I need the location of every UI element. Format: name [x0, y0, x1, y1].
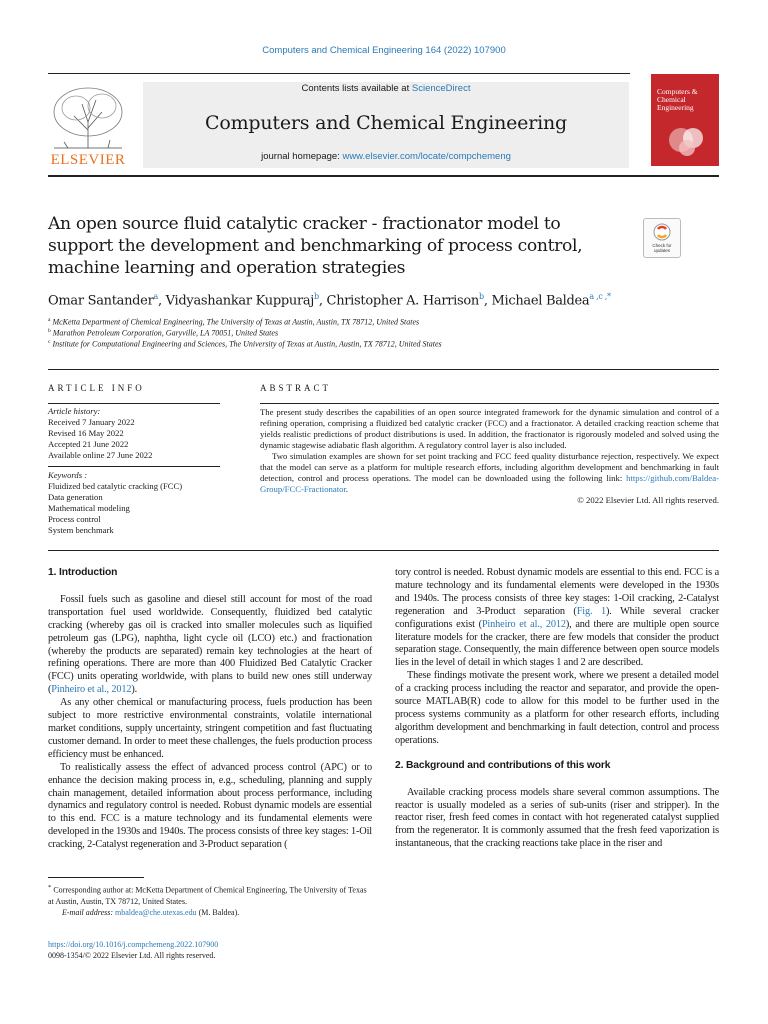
abstract-body	[260, 407, 719, 506]
abstract-rule	[260, 403, 719, 404]
doi-block	[48, 939, 218, 961]
body-paragraph: As any other chemical or manufacturing process, fuels production has been subject to more restrictive environmental constraints, volatile international market conditions, supply uncertainty, stringent competition and fast fluctuating customer demand. In order to meet these challenges, the fuels production process efficiency must be enhanced.	[48, 697, 372, 760]
check-updates-icon	[653, 223, 671, 241]
article-history	[48, 406, 220, 461]
sciencedirect-link[interactable]: ScienceDirect	[411, 83, 471, 94]
affiliation-text: Institute for Computational Engineering and Sciences, The University of Texas at Austin, Austin, TX 78712, United States	[52, 339, 442, 349]
info-top-rule	[48, 369, 719, 370]
body-text: ), and there are multiple open source literature models for the cracker, there are few models that consider the product separation stage. Consequently, the main difference between open source models lies in the level of detail in which stages 1 and 2 are described.	[395, 618, 719, 669]
body-paragraph: Available cracking process models share several common assumptions. The reactor is usually modeled as a series of sub-units (riser and stripper). In the reactor riser, fresh feed comes in contact with hot regenerated catalyst supplied from the regenerator. It is commonly assumed that the fresh feed vaporization is instantaneous, that the cracking reactions take place in the riser and	[395, 786, 719, 850]
email-link[interactable]: mbaldea@che.utexas.edu	[115, 907, 197, 917]
body-text: ). While several cracker configurations exist (	[395, 605, 719, 630]
footnote	[48, 882, 372, 918]
body-paragraph: tory control is needed. Robust dynamic models are essential to this end. FCC is a mature technology and its fundamental elements were developed in the 1930s and 1940s. The process consists of three key stages: 1-Oil cracking, 2-Catalyst regeneration and 3-Product separation (Fig. 1). While several cracker configurations exist (Pinheiro et al., 2012), and there are multiple open source literature models for the cracker, there are few models that consider the product separation stage. Consequently, the main difference between open source models lies in the level of detail in which stages 1 and 2 are described.	[395, 567, 719, 669]
homepage-line	[143, 151, 629, 162]
body-paragraph: To realistically assess the effect of advanced process control (APC) or to enhance the decision making process in, e.g., scheduling, planning and supply chain management, detailed information about process performance, including dynamics and regulatory control is needed. Robust dynamic models are essential to this end. FCC is a mature technology and its fundamental elements were developed in the 1930s and 1940s. The process consists of three key stages: 1-Oil cracking, 2-Catalyst regeneration and 3-Product separation (	[48, 761, 372, 851]
left-column	[48, 567, 372, 851]
author-list: Omar Santander$^a$, Vidyashankar Kuppuraj$^b$, Christopher A. Harrison$^b$, Michael Baldea$^{a ,c ,*}$	[48, 292, 611, 309]
body-top-rule	[48, 550, 719, 551]
keywords	[48, 470, 220, 536]
keyword: Data generation	[48, 492, 103, 502]
doi-link[interactable]: https://doi.org/10.1016/j.compchemeng.2022.107900	[48, 940, 219, 949]
article-info-rule	[48, 403, 220, 404]
body-text: ).	[131, 684, 138, 696]
body-paragraph: These findings motivate the present work, where we present a detailed model of a cracking process including the reactor and separator, and provide the open-source MATLAB(R) code to allow for this model to be further used in the process systems community as a platform for other research efforts, including algorithm development and benchmarking in fault detection, control and process operations.	[395, 670, 719, 746]
keyword: Mathematical modeling	[48, 503, 130, 513]
citation-link[interactable]: Pinheiro et al., 2012	[481, 618, 566, 630]
author-name[interactable]: Christopher A. Harrison	[326, 293, 479, 309]
abstract-paragraph: The present study describes the capabilities of an open source integrated framework for the dynamic simulation and control of a refining operation, comprising a fluidized bed catalytic cracker (FCC) and a fractionator. A detailed cracking reaction scheme that yields realistic predictions of product distributions is used. In addition, the fractionator is rigorously modeled and solved using the dynamic stagewise adiabatic flash algorithm. A regulatory control layer is also included.	[260, 407, 719, 450]
author-name[interactable]: Omar Santander	[48, 293, 154, 309]
body-text: Fossil fuels such as gasoline and diesel still account for most of the road transportation fuel used worldwide. Consequently, fluidized bed catalytic cracking (whereby gas oil is cracked into smaller molecules such as liquified petroleum gas (LPG), naphtha, light cycle oil (LCO) etc.) and fractionation (whereby the products are separated) remain key technologies at the heart of refining operations. There are more than 400 Fluidized Bed Catalytic Cracker (FCC) units operating worldwide, with plans to build new ones still underway (	[48, 593, 372, 696]
body-paragraph	[48, 594, 372, 697]
homepage-link[interactable]: www.elsevier.com/locate/compchemeng	[342, 151, 511, 162]
keywords-rule	[48, 466, 220, 467]
footnote-rule	[48, 877, 144, 878]
email-suffix: (M. Baldea).	[198, 907, 240, 917]
affiliation-mark: b	[48, 328, 51, 334]
github-link[interactable]: https://github.com/Baldea-Group/FCC-Fractionator	[260, 473, 719, 494]
cover-graphic-icon	[667, 122, 707, 158]
issn-copyright: 0098-1354/© 2022 Elsevier Ltd. All rights reserved.	[48, 951, 216, 960]
author-name[interactable]: Michael Baldea	[491, 293, 590, 309]
journal-title: Computers and Chemical Engineering	[205, 112, 567, 134]
section-heading: 2. Background and contributions of this work	[395, 759, 611, 771]
cover-title: Computers & Chemical Engineering	[657, 87, 698, 112]
abstract-text: Two simulation examples are shown for set point tracking and FCC feed quality disturbance rejection, respectively. We expect that the model can serve as a platform for multiple research efforts, including algorithm development and benchmarking in fault detection, control and process operations. The model can be downloaded using the following link:	[260, 451, 719, 483]
footnote-text: Corresponding author at: McKetta Department of Chemical Engineering, The University of Texas at Austin, Austin, TX 78712, United States.	[48, 885, 367, 906]
affiliation	[48, 339, 442, 349]
affiliation-text: Marathon Petroleum Corporation, Garyville, LA 70051, United States	[52, 328, 279, 338]
email-label: E-mail address:	[62, 907, 114, 917]
article-info-heading: ARTICLE INFO	[48, 383, 145, 393]
keyword: System benchmark	[48, 525, 114, 535]
affiliation	[48, 328, 278, 338]
header-rule	[48, 73, 630, 74]
affiliation-mark: c	[48, 339, 51, 345]
affiliation	[48, 317, 419, 327]
author-affiliation-mark[interactable]: b	[479, 292, 484, 301]
check-for-updates-badge[interactable]	[643, 218, 681, 258]
section-heading: 1. Introduction	[48, 567, 118, 578]
keywords-label: Keywords :	[48, 470, 88, 480]
author-affiliation-mark[interactable]: a	[153, 292, 158, 301]
history-label: Article history:	[48, 406, 101, 416]
history-item: Revised 16 May 2022	[48, 428, 124, 438]
keyword: Fluidized bed catalytic cracking (FCC)	[48, 481, 183, 491]
journal-reference[interactable]: Computers and Chemical Engineering 164 (2022) 107900	[262, 45, 506, 56]
affiliation-text: McKetta Department of Chemical Engineering, The University of Texas at Austin, Austin, TX 78712, United States	[52, 317, 420, 327]
journal-cover[interactable]	[651, 74, 719, 166]
abstract-copyright: © 2022 Elsevier Ltd. All rights reserved.	[577, 495, 719, 505]
right-column	[395, 567, 719, 851]
contents-line	[143, 83, 629, 94]
abstract-paragraph: Two simulation examples are shown for set point tracking and FCC feed quality disturbance rejection, respectively. We expect that the model can serve as a platform for multiple research efforts, including algorithm development and benchmarking in fault detection, control and process operations. The model can be downloaded using the following link: https://github.com/Baldea-Group/FCC-Fractionator.	[260, 451, 719, 494]
header-thick-rule	[48, 175, 719, 177]
corresponding-author-note	[48, 882, 372, 907]
history-item: Available online 27 June 2022	[48, 450, 153, 460]
author-name[interactable]: Vidyashankar Kuppuraj	[165, 293, 315, 309]
history-item: Received 7 January 2022	[48, 417, 135, 427]
author-affiliation-mark[interactable]: a ,c ,*	[589, 292, 611, 301]
elsevier-wordmark: ELSEVIER	[50, 152, 126, 168]
homepage-prefix: journal homepage:	[261, 151, 340, 162]
email-note	[48, 907, 372, 918]
author-affiliation-mark[interactable]: b	[314, 292, 319, 301]
badge-text: Check for updates	[652, 243, 672, 253]
contents-prefix: Contents lists available at	[301, 83, 410, 94]
citation-link[interactable]: Pinheiro et al., 2012	[51, 684, 132, 696]
footnote-mark: *	[48, 884, 52, 891]
abstract-heading: ABSTRACT	[260, 383, 332, 393]
figure-link[interactable]: Fig. 1	[576, 605, 606, 617]
affiliation-mark: a	[48, 317, 51, 323]
history-item: Accepted 21 June 2022	[48, 439, 129, 449]
keyword: Process control	[48, 514, 101, 524]
journal-banner	[143, 82, 629, 168]
article-title: An open source fluid catalytic cracker - fractionator model to support the development and benchmarking of process control, machine learning and operation strategies	[48, 214, 583, 278]
